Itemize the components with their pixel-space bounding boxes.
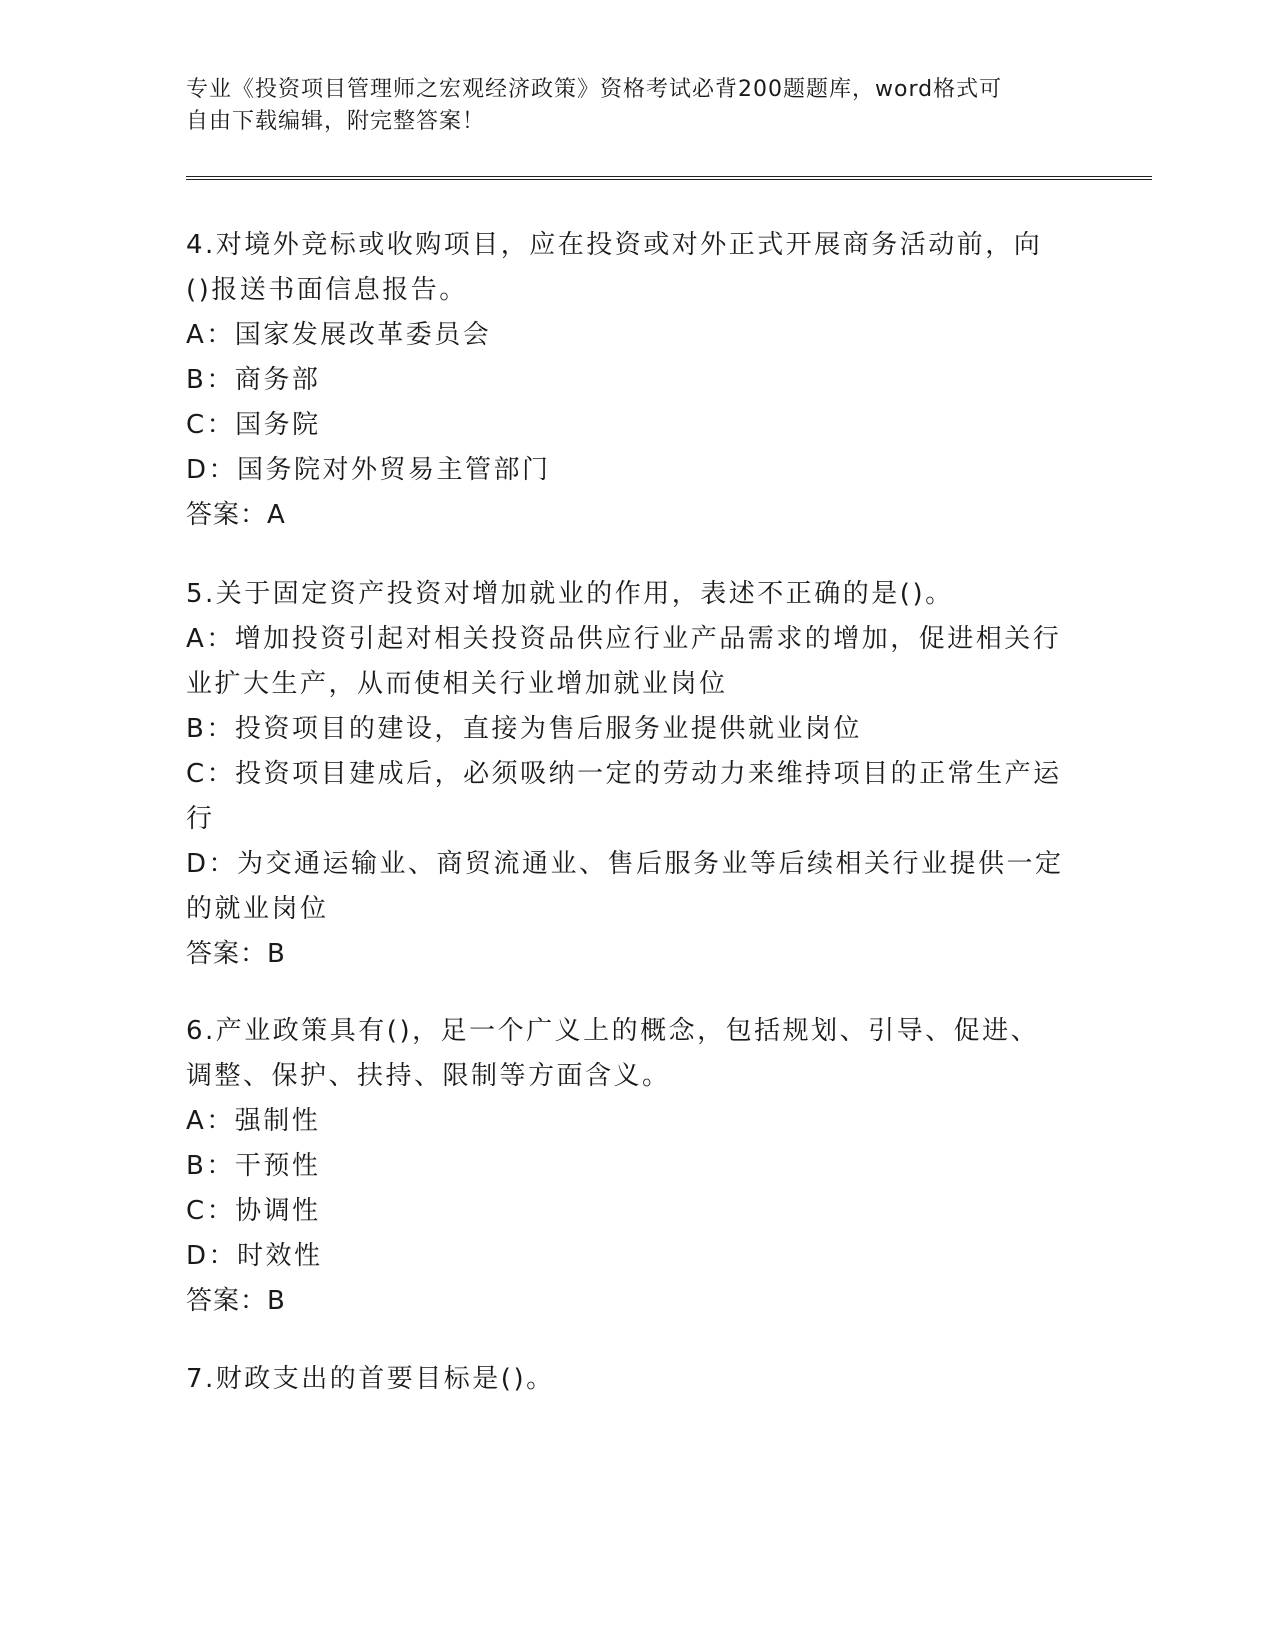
option-b: B：投资项目的建设，直接为售后服务业提供就业岗位	[186, 714, 862, 744]
option-d: D：国务院对外贸易主管部门	[186, 455, 551, 485]
option-d: D：为交通运输业、商贸流通业、售后服务业等后续相关行业提供一定	[186, 849, 1064, 879]
option-a: A：强制性	[186, 1106, 321, 1136]
option-c: C：国务院	[186, 410, 321, 440]
option-b: B：干预性	[186, 1151, 321, 1181]
question-stem-cont: ()报送书面信息报告。	[186, 275, 468, 305]
question-6	[186, 1009, 1066, 1324]
header-divider	[186, 176, 1152, 180]
option-c: C：投资项目建成后，必须吸纳一定的劳动力来维持项目的正常生产运	[186, 759, 1062, 789]
option-a-cont: 业扩大生产，从而使相关行业增加就业岗位	[186, 669, 728, 699]
question-4	[186, 223, 1066, 538]
option-a: A：国家发展改革委员会	[186, 320, 492, 350]
question-stem: 4.对境外竞标或收购项目，应在投资或对外正式开展商务活动前，向	[186, 230, 1043, 260]
question-stem: 7.财政支出的首要目标是()。	[186, 1364, 555, 1394]
question-stem: 5.关于固定资产投资对增加就业的作用，表述不正确的是()。	[186, 579, 954, 609]
header-line-1: 专业《投资项目管理师之宏观经济政策》资格考试必背200题题库，word格式可	[186, 77, 1003, 102]
answer	[186, 932, 1066, 977]
option-c-cont: 行	[186, 804, 215, 834]
answer-label: 答案：	[186, 1286, 268, 1316]
question-7	[186, 1357, 1066, 1402]
option-b: B：商务部	[186, 365, 321, 395]
answer-value: B	[267, 939, 286, 969]
answer	[186, 493, 1066, 538]
question-stem-cont: 调整、保护、扶持、限制等方面含义。	[186, 1061, 671, 1091]
answer-value: B	[267, 1286, 286, 1316]
answer-value: A	[267, 500, 286, 530]
option-a: A：增加投资引起对相关投资品供应行业产品需求的增加，促进相关行	[186, 624, 1062, 654]
question-5	[186, 572, 1066, 977]
answer	[186, 1279, 1066, 1324]
option-c: C：协调性	[186, 1196, 321, 1226]
question-stem: 6.产业政策具有()，足一个广义上的概念，包括规划、引导、促进、	[186, 1016, 1040, 1046]
option-d-cont: 的就业岗位	[186, 894, 329, 924]
option-d: D：时效性	[186, 1241, 323, 1271]
header-line-2: 自由下载编辑，附完整答案！	[186, 109, 486, 134]
answer-label: 答案：	[186, 500, 268, 530]
document-header	[186, 74, 1066, 138]
answer-label: 答案：	[186, 939, 268, 969]
